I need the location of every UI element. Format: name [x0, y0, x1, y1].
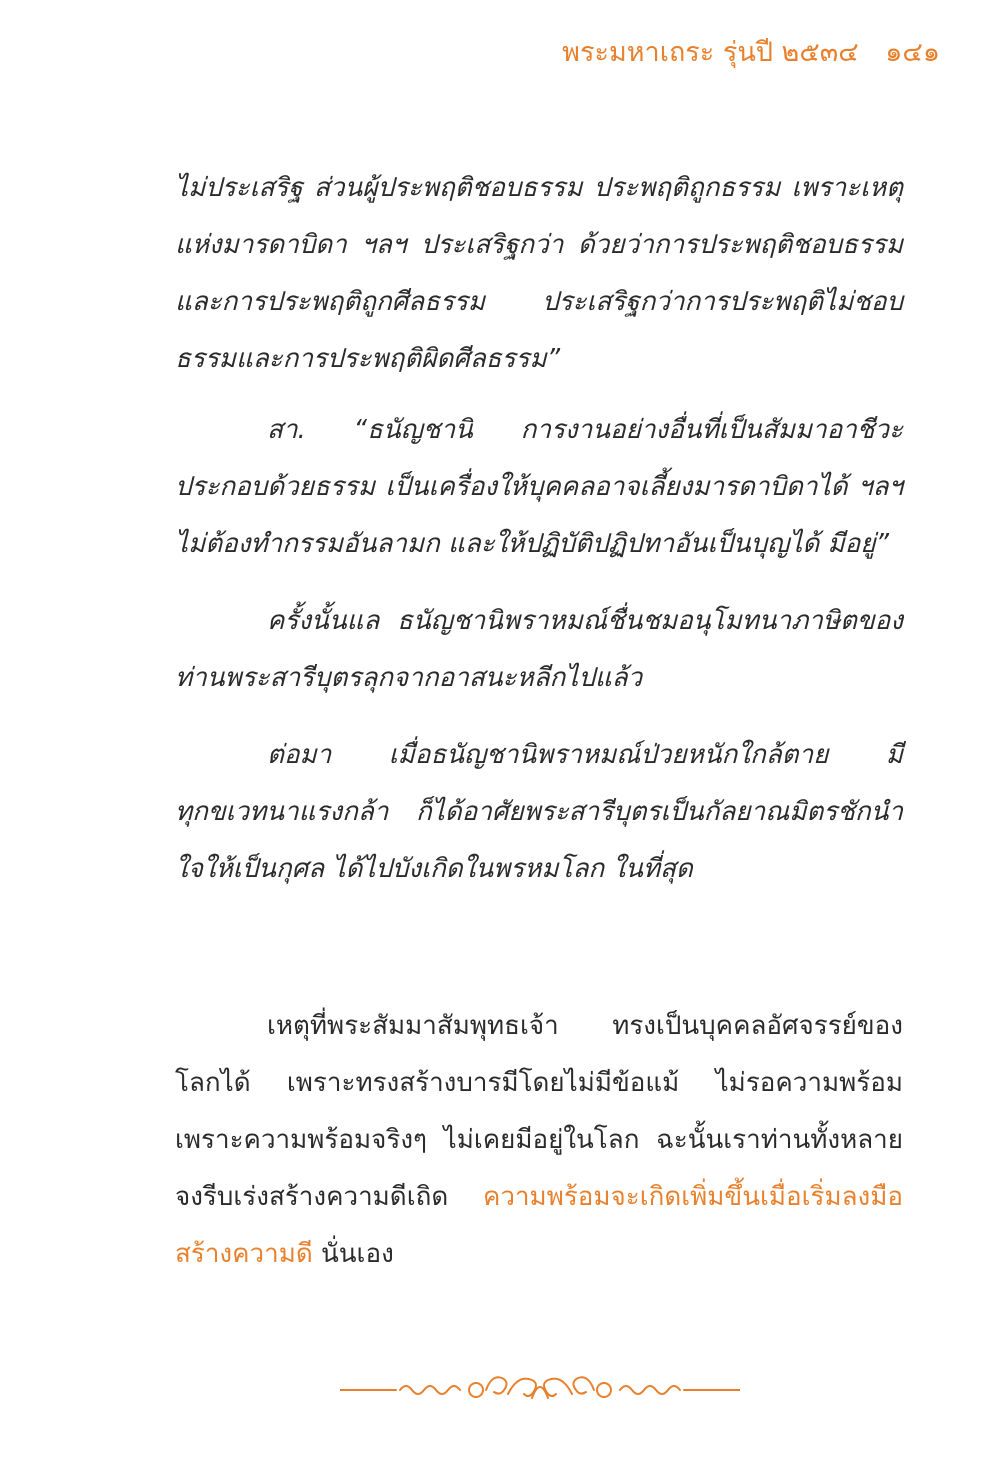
running-title: พระมหาเถระ รุ่นปี ๒๕๓๔ — [562, 37, 859, 68]
highlighted-phrase: ความพร้อมจะเกิดเพิ่มขึ้นเมื่อเริ่มลงมือสร้างความดี — [175, 1182, 903, 1269]
quote-paragraph: ต่อมา เมื่อธนัญชานิพราหมณ์ป่วยหนักใกล้ตาย มีทุกขเวทนาแรงกล้า ก็ได้อาศัยพระสารีบุตรเป็นกัลยาณมิตรชักนำใจให้เป็นกุศล ได้ไปบังเกิดในพรหมโลก ในที่สุด — [175, 740, 903, 884]
page-body — [175, 160, 903, 1283]
page-number: ๑๔๑ — [885, 37, 940, 68]
conclusion-paragraph — [175, 998, 903, 1283]
quote-paragraph: ไม่ประเสริฐ ส่วนผู้ประพฤติชอบธรรม ประพฤติถูกธรรม เพราะเหตุแห่งมารดาบิดา ฯลฯ ประเสริฐกว่า ด้วยว่าการประพฤติชอบธรรมและการประพฤติถูกศีลธรรม ประเสริฐกว่าการประพฤติไม่ชอบธรรมและการประพฤติผิดศีลธรรม” — [175, 173, 903, 374]
decorative-divider-ornament — [340, 1368, 740, 1408]
conclusion-tail: นั่นเอง — [312, 1239, 394, 1269]
quote-paragraph: ครั้งนั้นแล ธนัญชานิพราหมณ์ชื่นชมอนุโมทนาภาษิตของท่านพระสารีบุตรลุกจากอาสนะหลีกไปแล้ว — [175, 606, 903, 693]
page-header — [562, 30, 940, 73]
quote-paragraph: สา. “ธนัญชานิ การงานอย่างอื่นที่เป็นสัมมาอาชีวะประกอบด้วยธรรม เป็นเครื่องให้บุคคลอาจเลี้ยงมารดาบิดาได้ ฯลฯ ไม่ต้องทำกรรมอันลามก และให้ปฏิบัติปฏิปทาอันเป็นบุญได้ มีอยู่” — [175, 415, 903, 559]
conclusion-text: เหตุที่พระสัมมาสัมพุทธเจ้า ทรงเป็นบุคคลอัศจรรย์ของโลกได้ เพราะทรงสร้างบารมีโดยไม่มีข้อแม้ ไม่รอความพร้อม เพราะความพร้อมจริงๆ ไม่เคยมีอยู่ในโลก ฉะนั้นเราท่านทั้งหลายจงรีบเร่งสร้างความดีเถิด — [175, 1011, 903, 1212]
